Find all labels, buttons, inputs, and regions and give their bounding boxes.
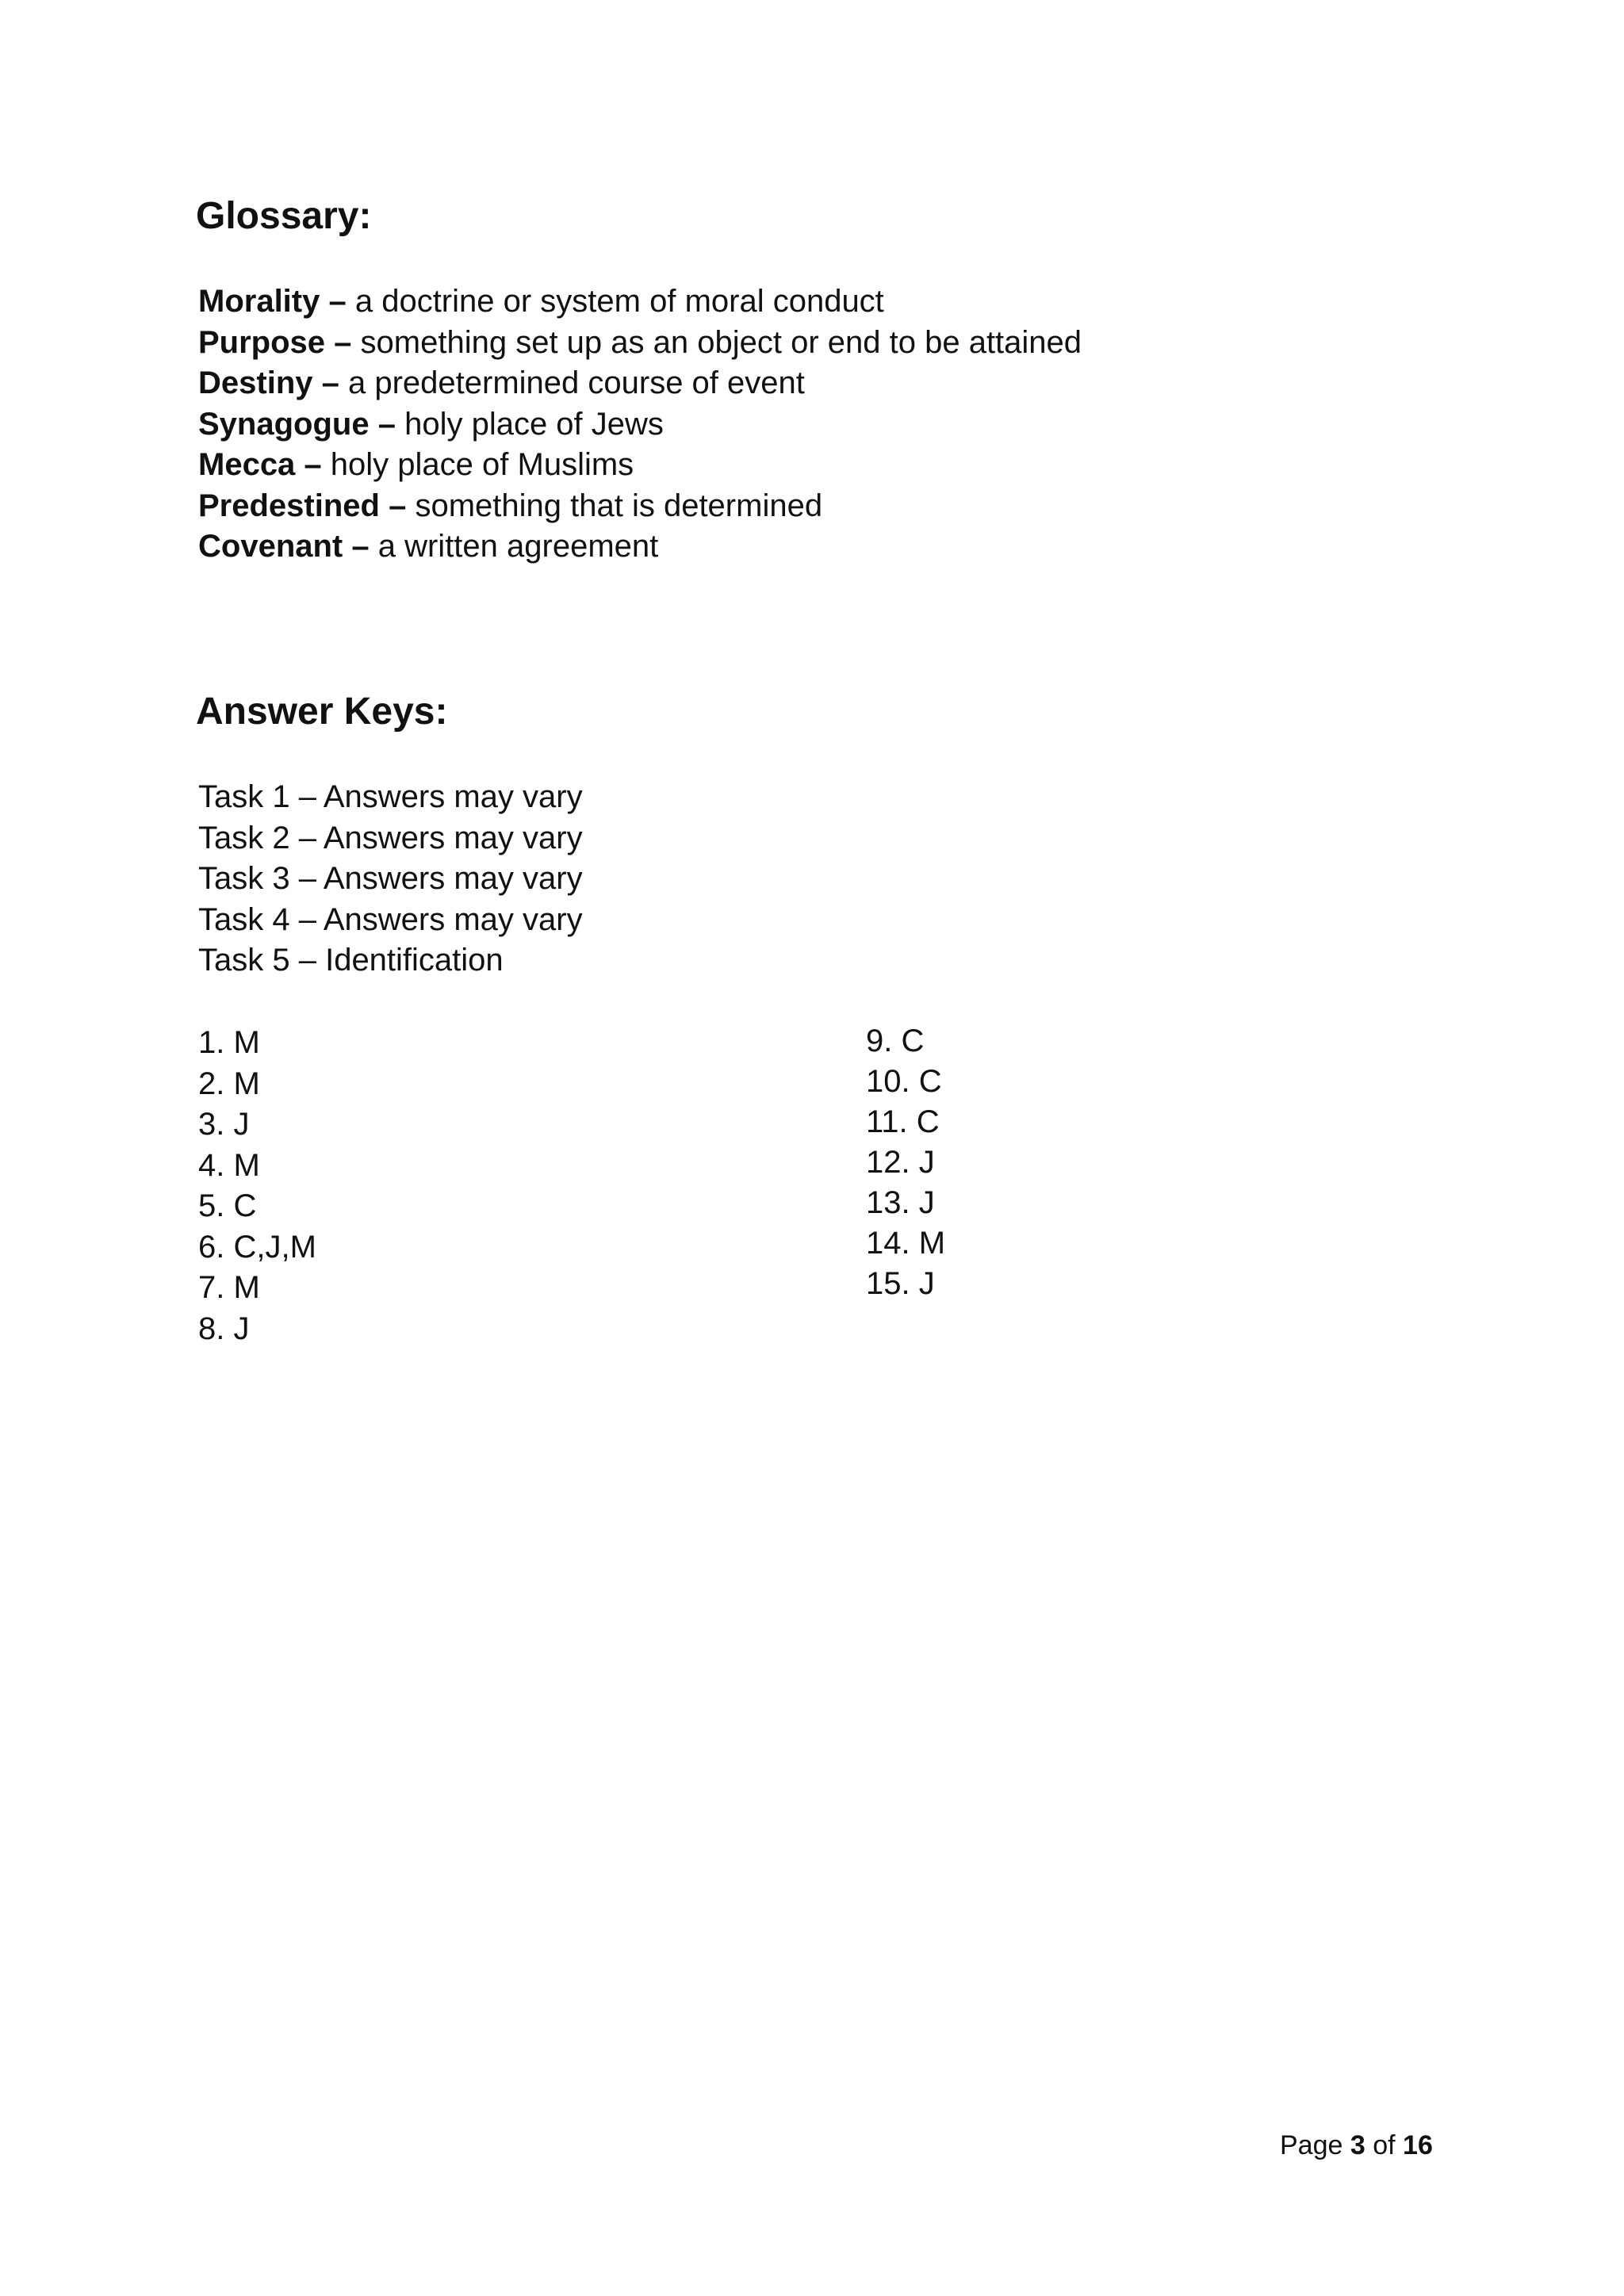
glossary-definition: holy place of Muslims [330, 447, 634, 482]
answer-keys-heading: Answer Keys: [196, 691, 448, 733]
glossary-term: Predestined – [198, 488, 407, 523]
task-list [198, 777, 583, 982]
glossary-entry [198, 526, 1082, 568]
glossary-definition: a written agreement [377, 529, 659, 564]
glossary-entry [198, 404, 1082, 446]
answer-item: 10. C [866, 1064, 942, 1099]
task-item: Task 1 – Answers may vary [198, 779, 583, 814]
answer-item: 14. M [866, 1226, 946, 1261]
glossary-term: Covenant – [198, 529, 370, 564]
total-pages: 16 [1403, 2130, 1433, 2160]
glossary-definition: a predetermined course of event [347, 365, 805, 400]
glossary-term: Destiny – [198, 365, 339, 400]
task-item: Task 4 – Answers may vary [198, 901, 583, 937]
glossary-term: Synagogue – [198, 406, 396, 442]
glossary-term: Morality – [198, 284, 347, 319]
of-label: of [1373, 2130, 1396, 2160]
glossary-term: Mecca – [198, 447, 322, 482]
answer-item: 13. J [866, 1185, 935, 1220]
page-number: 3 [1350, 2130, 1365, 2160]
answer-column-2 [866, 1021, 945, 1304]
answer-item: 7. M [198, 1270, 260, 1305]
answer-item: 15. J [866, 1266, 935, 1301]
answer-item: 3. J [198, 1107, 250, 1142]
glossary-term: Purpose – [198, 324, 352, 360]
page-footer [1280, 2130, 1433, 2161]
glossary-list [198, 281, 1082, 568]
glossary-entry [198, 363, 1082, 404]
glossary-definition: holy place of Jews [404, 406, 664, 442]
answer-item: 5. C [198, 1188, 257, 1223]
task-item: Task 5 – Identification [198, 943, 504, 978]
glossary-heading: Glossary: [196, 195, 372, 237]
answer-item: 8. J [198, 1311, 250, 1346]
glossary-entry [198, 486, 1082, 527]
task-item: Task 3 – Answers may vary [198, 861, 583, 896]
answer-item: 11. C [866, 1104, 940, 1139]
answer-item: 1. M [198, 1025, 260, 1060]
answer-column-1 [198, 1023, 316, 1349]
glossary-entry [198, 445, 1082, 486]
task-item: Task 2 – Answers may vary [198, 820, 583, 855]
glossary-definition: a doctrine or system of moral conduct [354, 284, 884, 319]
page-label: Page [1280, 2130, 1343, 2160]
answer-item: 12. J [866, 1145, 935, 1180]
glossary-definition: something set up as an object or end to be attained [360, 324, 1082, 360]
glossary-definition: something that is determined [415, 488, 823, 523]
glossary-entry [198, 281, 1082, 323]
answer-item: 4. M [198, 1147, 260, 1183]
answer-item: 9. C [866, 1024, 925, 1058]
answer-item: 6. C,J,M [198, 1229, 316, 1265]
glossary-entry [198, 323, 1082, 364]
answer-item: 2. M [198, 1066, 260, 1101]
